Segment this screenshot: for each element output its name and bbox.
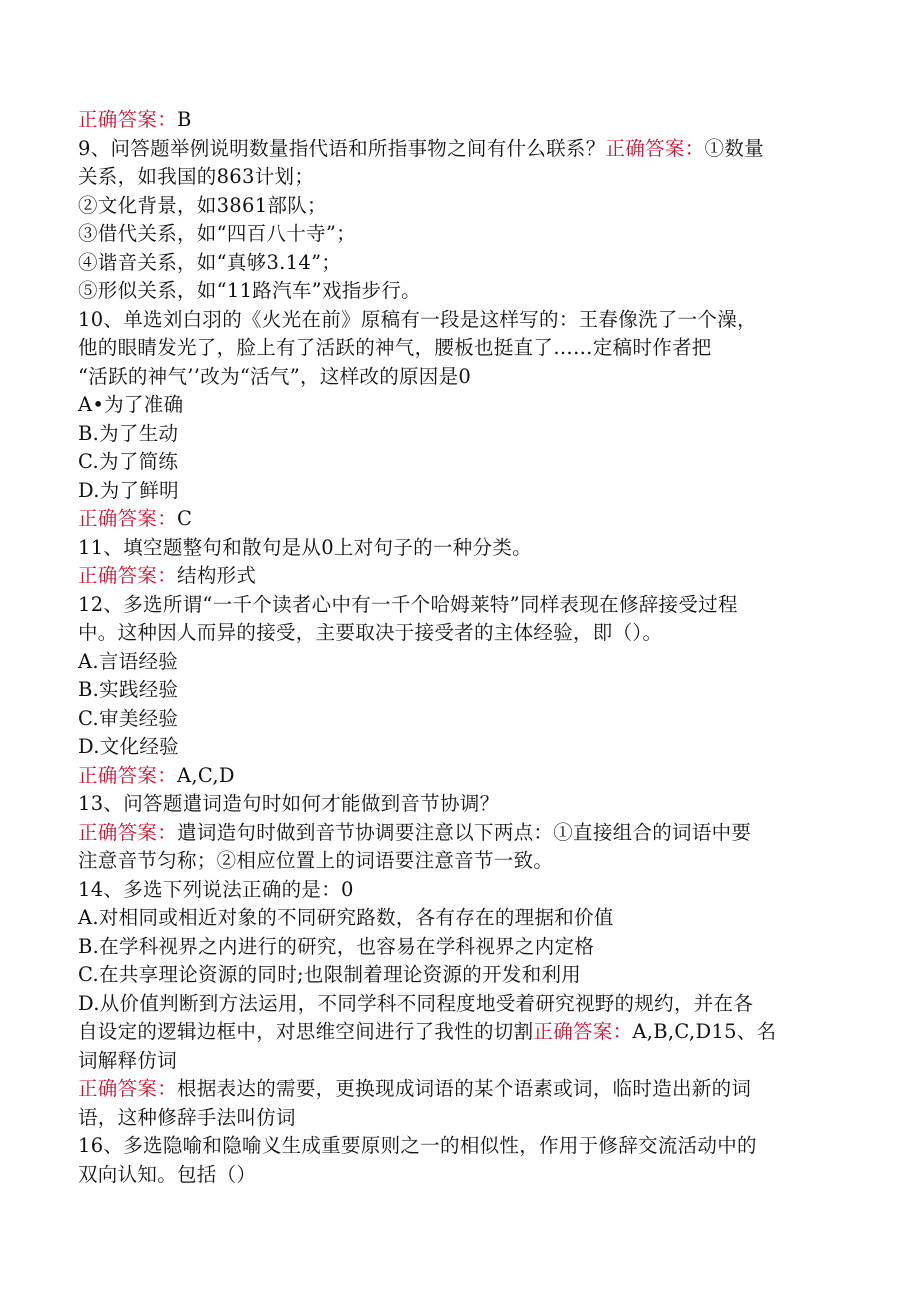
- text-line: [78, 1104, 830, 1133]
- text-line: [78, 448, 830, 477]
- text-segment: C.在共享理论资源的同时;也限制着理论资源的开发和利用: [78, 963, 582, 986]
- text-line: [78, 847, 830, 876]
- answer-label: 正确答案：: [78, 820, 178, 844]
- answer-label: 正确答案：: [78, 108, 178, 131]
- text-line: [78, 562, 830, 591]
- text-line: [78, 876, 830, 905]
- text-segment: D.文化经验: [78, 735, 179, 758]
- text-line: [78, 1132, 830, 1161]
- text-line: [78, 1018, 830, 1047]
- text-line: [78, 819, 830, 848]
- text-line: [78, 961, 830, 990]
- answer-label: 正确答案：: [78, 564, 178, 587]
- text-segment: 根据表达的需要，更换现成词语的某个语素或词，临时造出新的词: [177, 1077, 752, 1100]
- text-segment: 13、问答题遣词造句时如何才能做到音节协调？: [78, 792, 500, 815]
- answer-label: 正确答案：: [78, 1077, 178, 1100]
- text-line: [78, 1047, 830, 1076]
- text-segment: B: [177, 108, 192, 131]
- text-segment: ②文化背景，如3861部队；: [78, 193, 327, 217]
- text-segment: A.言语经验: [78, 649, 179, 673]
- text-line: [78, 106, 830, 135]
- text-line: [78, 220, 830, 249]
- text-line: [78, 1075, 830, 1104]
- text-segment: D.为了鲜明: [78, 478, 179, 502]
- text-line: [78, 790, 830, 819]
- text-segment: 结构形式: [177, 564, 257, 587]
- text-segment: 16、多选隐喻和隐喻义生成重要原则之一的相似性，作用于修辞交流活动中的: [78, 1134, 757, 1157]
- text-line: [78, 1161, 830, 1190]
- text-line: [78, 477, 830, 506]
- text-line: [78, 163, 830, 192]
- text-segment: “活跃的神气’’改为“活气”，这样改的原因是0: [78, 364, 472, 388]
- text-line: [78, 648, 830, 677]
- text-segment: 他的眼睛发光了，脸上有了活跃的神气，腰板也挺直了……定稿时作者把: [78, 336, 712, 359]
- text-segment: C.为了简练: [78, 450, 179, 473]
- text-segment: 11、填空题整句和散句是从0上对句子的一种分类。: [78, 535, 532, 559]
- text-line: [78, 363, 830, 392]
- text-segment: C.审美经验: [78, 706, 179, 730]
- text-line: [78, 534, 830, 563]
- text-line: [78, 505, 830, 534]
- text-segment: A,B,C,D15、名: [632, 1020, 777, 1043]
- text-segment: ⑤形似关系，如“11路汽车”戏指步行。: [78, 279, 421, 302]
- text-segment: D.从价值判断到方法运用，不同学科不同程度地受着研究视野的规约，并在各: [78, 991, 754, 1015]
- text-segment: 语，这种修辞手法叫仿词: [78, 1105, 296, 1129]
- text-line: [78, 619, 830, 648]
- text-segment: 9、问答题举例说明数量指代语和所指事物之间有什么联系？: [78, 136, 606, 160]
- text-segment: ④谐音关系，如“真够3.14”；: [78, 250, 342, 274]
- text-line: [78, 591, 830, 620]
- text-segment: 注意音节匀称；②相应位置上的词语要注意音节一致。: [78, 849, 554, 872]
- text-segment: A.对相同或相近对象的不同研究路数，各有存在的理据和价值: [78, 906, 614, 929]
- text-line: [78, 733, 830, 762]
- text-segment: 12、多选所谓“一千个读者心中有一千个哈姆莱特”同样表现在修辞接受过程: [78, 592, 738, 616]
- text-line: [78, 676, 830, 705]
- text-segment: B.在学科视界之内进行的研究，也容易在学科视界之内定格: [78, 934, 595, 958]
- text-segment: 词解释仿词: [78, 1048, 178, 1072]
- text-segment: 14、多选下列说法正确的是：0: [78, 877, 354, 901]
- text-segment: A•为了准确: [78, 393, 184, 416]
- text-segment: ①数量: [704, 136, 764, 160]
- text-segment: 10、单选刘白羽的《火光在前》原稿有一段是这样写的：王春像洗了一个澡，: [78, 307, 757, 331]
- text-line: [78, 904, 830, 933]
- text-line: [78, 334, 830, 363]
- text-segment: 自设定的逻辑边框中，对思维空间进行了我性的切割: [78, 1020, 534, 1043]
- text-line: [78, 192, 830, 221]
- text-segment: B.实践经验: [78, 678, 179, 701]
- text-line: [78, 705, 830, 734]
- text-line: [78, 306, 830, 335]
- text-line: [78, 420, 830, 449]
- text-segment: ③借代关系，如“四百八十寺”；: [78, 222, 356, 245]
- text-segment: 双向认知。包括（）: [78, 1162, 257, 1186]
- text-segment: 中。这种因人而异的接受，主要取决于接受者的主体经验，即（）。: [78, 621, 663, 644]
- text-segment: 关系，如我国的863计划；: [78, 165, 315, 188]
- document-page: [78, 106, 830, 1189]
- text-line: [78, 277, 830, 306]
- text-segment: B.为了生动: [78, 421, 179, 445]
- text-segment: A,C,D: [177, 763, 235, 787]
- text-segment: C: [177, 507, 193, 530]
- answer-label: 正确答案：: [78, 507, 178, 530]
- text-line: [78, 249, 830, 278]
- text-line: [78, 391, 830, 420]
- answer-label: 正确答案：: [78, 763, 178, 787]
- text-line: [78, 135, 830, 164]
- text-segment: 遣词造句时做到音节协调要注意以下两点：①直接组合的词语中要: [177, 820, 752, 844]
- answer-label: 正确答案：: [533, 1020, 633, 1043]
- text-line: [78, 990, 830, 1019]
- answer-label: 正确答案：: [605, 136, 705, 160]
- text-line: [78, 933, 830, 962]
- text-line: [78, 762, 830, 791]
